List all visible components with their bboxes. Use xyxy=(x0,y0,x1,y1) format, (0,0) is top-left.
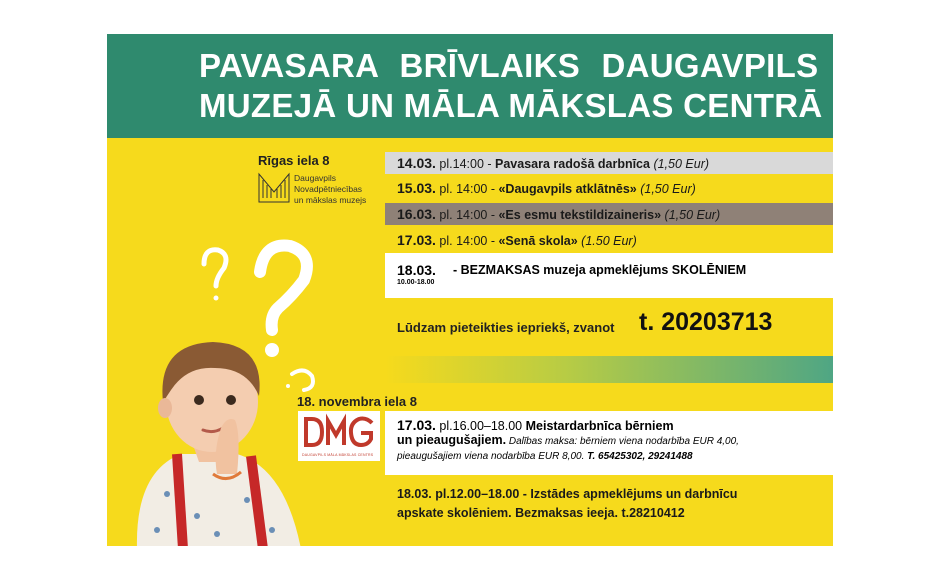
event-time: pl. 14:00 - xyxy=(435,182,499,196)
event-price: (1,50 Eur) xyxy=(636,182,696,196)
divider-bar xyxy=(385,356,833,383)
museum-logo xyxy=(258,172,378,206)
event-name: «Es esmu tekstildizaineris» xyxy=(498,208,662,222)
free-event-text: - BEZMAKSAS muzeja apmeklējums SKOLĒNIEM xyxy=(453,263,747,277)
event-price: (1,50 Eur) xyxy=(649,157,710,171)
museum-logo-line-2: Novadpētniecības xyxy=(294,184,363,194)
event-row-2 xyxy=(385,177,833,199)
workshop-fee: Dalības maksa: bērniem viena nodarbība EUR 4,00, xyxy=(506,436,739,447)
clay-centre-logo-caption: DAUGAVPILS MĀLA MĀKSLAS CENTRS xyxy=(302,453,374,457)
event-name: Pavasara radošā darbnīca xyxy=(495,157,650,171)
event-poster xyxy=(107,34,833,546)
poster-title-line-1: PAVASARA BRĪVLAIKS DAUGAVPILS xyxy=(199,47,819,84)
workshop-title: Meistardarbnīca bērniem xyxy=(525,419,674,433)
event-time: pl. 14:00 - xyxy=(435,234,499,248)
apply-text: Lūdzam pieteikties iepriekš, zvanot xyxy=(397,320,615,335)
event-date: 16.03. xyxy=(397,206,436,222)
event-name: «Daugavpils atklātnēs» xyxy=(498,182,637,196)
free-event-time: 10.00-18.00 xyxy=(397,279,435,286)
event-name: «Senā skola» xyxy=(498,234,578,248)
museum-logo-line-1: Daugavpils xyxy=(294,173,337,183)
free-event-row xyxy=(385,253,833,298)
workshop-date: 17.03. xyxy=(397,417,436,433)
event-row-3 xyxy=(385,203,833,225)
workshop-fee-cont: pieaugušajiem viena nodarbība EUR 8,00. xyxy=(397,451,588,462)
museum-logo-icon xyxy=(258,172,290,204)
title-banner xyxy=(107,34,833,138)
phone-number: t. 20203713 xyxy=(639,308,773,336)
event-date: 15.03. xyxy=(397,180,436,196)
exhibition-line-1: 18.03. pl.12.00–18.00 - Izstādes apmeklējums un darbnīcu xyxy=(397,487,738,501)
event-price: (1,50 Eur) xyxy=(661,208,721,222)
thinking-boy-illustration xyxy=(117,304,317,546)
poster-title-line-2: MUZEJĀ UN MĀLA MĀKSLAS CENTRĀ xyxy=(199,87,823,124)
exhibition-line-2: apskate skolēniem. Bezmaksas ieeja. t.28210412 xyxy=(397,506,685,520)
workshop-phones: T. 65425302, 29241488 xyxy=(587,451,693,462)
centre-address: 18. novembra iela 8 xyxy=(297,394,417,409)
free-event-date: 18.03. xyxy=(397,262,436,278)
event-date: 14.03. xyxy=(397,155,436,171)
event-date: 17.03. xyxy=(397,232,436,248)
museum-address: Rīgas iela 8 xyxy=(258,153,330,168)
workshop-time: pl.16.00–18.00 xyxy=(435,419,526,433)
workshop-title-cont: un pieaugušajiem. xyxy=(397,433,507,447)
event-time: pl. 14:00 - xyxy=(435,208,499,222)
workshop-row xyxy=(385,411,833,475)
event-row-1 xyxy=(385,152,833,174)
event-time: pl.14:00 - xyxy=(435,157,496,171)
event-price: (1.50 Eur) xyxy=(577,234,637,248)
event-row-4 xyxy=(385,229,833,251)
museum-logo-line-3: un mākslas muzejs xyxy=(294,195,367,205)
